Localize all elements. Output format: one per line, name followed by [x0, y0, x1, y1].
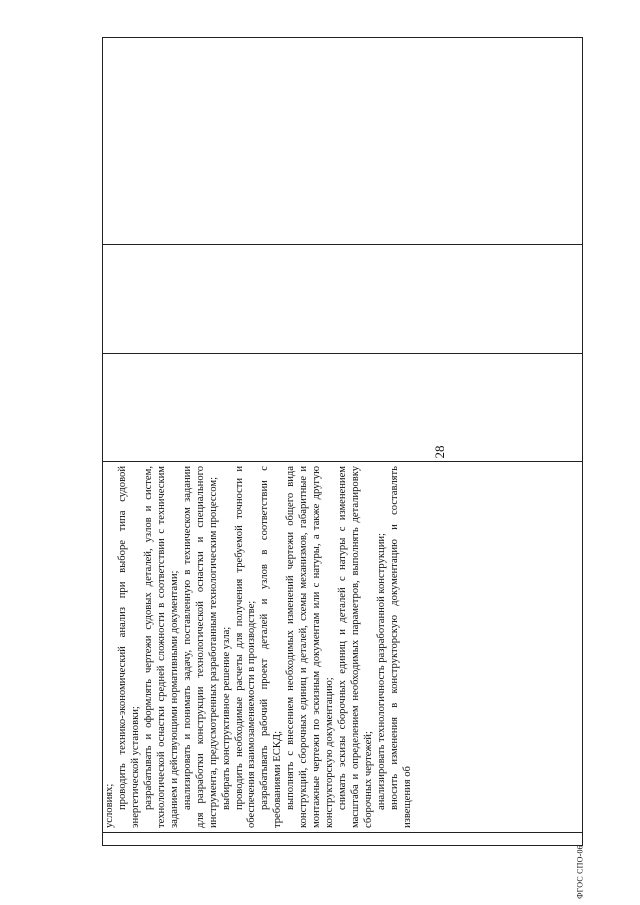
- skills-line: условиях;: [104, 783, 115, 828]
- skills-line: анализировать технологичность разработанной конструкции;: [376, 533, 388, 810]
- table-cell-skills: [103, 462, 583, 833]
- footer-code: ФГОС СПО-06: [575, 845, 585, 899]
- table-cell-hours: [103, 245, 583, 354]
- skills-line: выполнять с внесением необходимых изменений чертежи общего вида конструкций, сборочных единиц и деталей, схемы механизмов, габаритные и монтажные чертежи по эскизным документам или с натуры, а также другую конструкторскую документацию;: [285, 466, 336, 828]
- table-cell-discipline: [103, 354, 583, 462]
- competency-table: [102, 43, 583, 846]
- skills-line: выбирать конструктивное решение узла;: [220, 626, 232, 810]
- table-row: [103, 38, 583, 846]
- page-number: 28: [432, 445, 447, 459]
- skills-line: разрабатывать рабочий проект деталей и узлов в соответствии с требованиями ЕСКД;: [259, 466, 284, 828]
- skills-line: проводить технико-экономический анализ при выборе типа судовой энергетической установки;: [116, 466, 141, 828]
- skills-line: вносить изменения в конструкторскую документацию и составлять извещения об: [388, 466, 413, 828]
- skills-line: анализировать и понимать задачу, поставленную в техническом задании для разработки конструкции технологической оснастки и специального инструмента, предусмотренных разработанным технологическим процессом;: [181, 466, 219, 828]
- table-cell-code: [103, 833, 583, 846]
- table-cell-competencies: [103, 38, 583, 245]
- skills-line: разрабатывать и оформлять чертежи судовых деталей, узлов и систем, технологической оснастки средней сложности в соответствии с техническим заданием и действующими нормативными документами;: [142, 466, 180, 828]
- skills-line: снимать эскизы сборочных единиц и деталей с натуры с изменением масштаба и определением необходимых параметров, выполнять деталировку сборочных чертежей;: [337, 466, 375, 828]
- skills-text: [103, 462, 415, 832]
- skills-line: проводить необходимые расчеты для получения требуемой точности и обеспечения взаимозаменяемости в производстве;: [233, 466, 258, 828]
